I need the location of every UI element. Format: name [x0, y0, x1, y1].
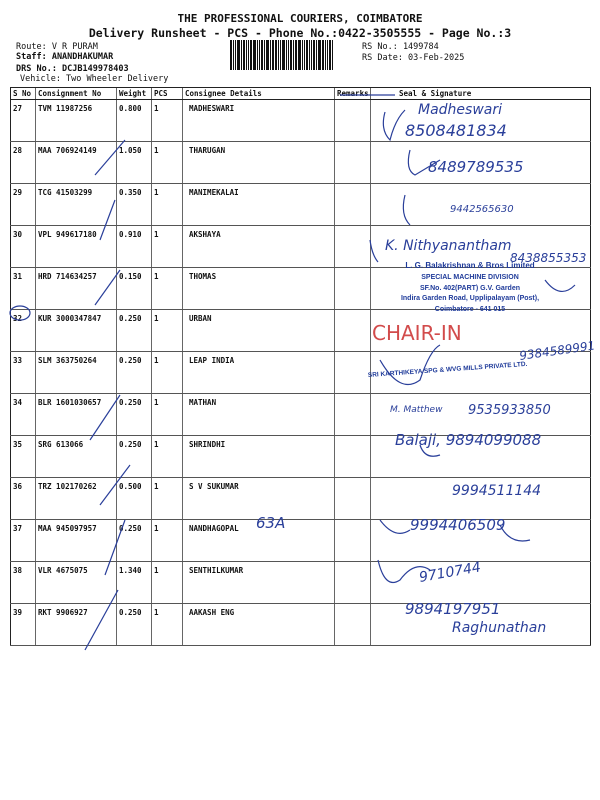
remarks-cell	[335, 352, 371, 394]
table-row	[11, 142, 591, 184]
pcs-cell: 1	[152, 268, 183, 310]
weight-cell: 0.350	[117, 184, 152, 226]
hw-r33-phone: 9384589991	[518, 338, 597, 363]
pcs-cell: 1	[152, 310, 183, 352]
signature-cell	[371, 604, 591, 646]
company-title: THE PROFESSIONAL COURIERS, COIMBATORE	[177, 12, 423, 25]
sno-cell: 35	[11, 436, 36, 478]
rs-number: RS No.: 1499784	[362, 42, 439, 52]
staff-text: Staff: ANANDHAKUMAR	[16, 52, 114, 62]
weight-cell: 0.250	[117, 352, 152, 394]
hw-r39-phone: 9894197951	[405, 600, 501, 618]
barcode	[230, 40, 354, 70]
weight-cell: 0.250	[117, 520, 152, 562]
col-remarks: Remarks	[335, 88, 371, 100]
remarks-cell	[335, 478, 371, 520]
remarks-cell	[335, 100, 371, 142]
hw-r32-red: CHAIR-IN	[372, 321, 462, 345]
remarks-cell	[335, 394, 371, 436]
runsheet-table	[10, 87, 591, 646]
col-consignment: Consignment No	[36, 88, 117, 100]
sno-cell: 29	[11, 184, 36, 226]
sno-cell: 31	[11, 268, 36, 310]
signature-cell	[371, 478, 591, 520]
weight-cell: 0.910	[117, 226, 152, 268]
weight-cell: 1.340	[117, 562, 152, 604]
signature-cell	[371, 436, 591, 478]
consignment-cell: RKT 9906927	[36, 604, 117, 646]
stamp2: SRI KARTHIKEYA SPG & WVG MILLS PRIVATE LTD.	[367, 360, 528, 379]
table-row	[11, 436, 591, 478]
hw-r28-phone: 8489789535	[428, 158, 524, 176]
table-header-row	[11, 88, 591, 100]
signature-cell	[371, 268, 591, 310]
pcs-cell: 1	[152, 100, 183, 142]
weight-cell: 1.050	[117, 142, 152, 184]
consignee-cell: MATHAN	[183, 394, 335, 436]
consignee-cell: THARUGAN	[183, 142, 335, 184]
drs-text: DRS No.: DCJB149978403	[16, 64, 129, 74]
weight-cell: 0.250	[117, 394, 152, 436]
remarks-cell	[335, 142, 371, 184]
pcs-cell: 1	[152, 562, 183, 604]
hw-r27-name: Madheswari	[418, 102, 502, 118]
consignment-cell: KUR 3000347847	[36, 310, 117, 352]
stamp1-line3: SF.No. 402(PART) G.V. Garden	[420, 285, 520, 292]
hw-r34-phone: 9535933850	[468, 403, 551, 418]
stamp1-line2: SPECIAL MACHINE DIVISION	[421, 274, 519, 281]
consignee-cell: THOMAS	[183, 268, 335, 310]
consignment-cell: TRZ 102170262	[36, 478, 117, 520]
pcs-cell: 1	[152, 520, 183, 562]
consignment-cell: TVM 11987256	[36, 100, 117, 142]
sno-cell: 32	[11, 310, 36, 352]
pcs-cell: 1	[152, 352, 183, 394]
consignment-cell: MAA 945097957	[36, 520, 117, 562]
sno-cell: 27	[11, 100, 36, 142]
consignee-cell: LEAP INDIA	[183, 352, 335, 394]
pcs-cell: 1	[152, 226, 183, 268]
table-row	[11, 310, 591, 352]
consignment-cell: VPL 949617180	[36, 226, 117, 268]
consignment-cell: MAA 706924149	[36, 142, 117, 184]
consignee-cell: MADHESWARI	[183, 100, 335, 142]
runsheet-subtitle: Delivery Runsheet - PCS - Phone No.:0422-3505555 - Page No.:3	[88, 26, 512, 40]
signature-cell	[371, 394, 591, 436]
hw-r30-phone: 8438855353	[510, 251, 587, 265]
pcs-cell: 1	[152, 142, 183, 184]
consignee-cell: SHRINDHI	[183, 436, 335, 478]
remarks-cell	[335, 184, 371, 226]
weight-cell: 0.800	[117, 100, 152, 142]
table-row	[11, 478, 591, 520]
consignee-cell: SENTHILKUMAR	[183, 562, 335, 604]
col-weight: Weight	[117, 88, 152, 100]
hw-r34-name: M. Matthew	[390, 405, 443, 415]
consignment-cell: VLR 4675075	[36, 562, 117, 604]
table-row	[11, 520, 591, 562]
remarks-cell	[335, 226, 371, 268]
signature-cell	[371, 352, 591, 394]
hw-r30-name: K. Nithyanantham	[385, 238, 512, 254]
col-consignee: Consignee Details	[183, 88, 335, 100]
weight-cell: 0.150	[117, 268, 152, 310]
pcs-cell: 1	[152, 478, 183, 520]
remarks-cell	[335, 268, 371, 310]
sno-cell: 39	[11, 604, 36, 646]
stamp1-line4: Indira Garden Road, Upplipalayam (Post),	[400, 295, 540, 302]
signature-cell	[371, 562, 591, 604]
consignee-cell: AKSHAYA	[183, 226, 335, 268]
pcs-cell: 1	[152, 184, 183, 226]
consignment-cell: TCG 41503299	[36, 184, 117, 226]
remarks-cell	[335, 436, 371, 478]
signature-cell	[371, 184, 591, 226]
weight-cell: 0.250	[117, 436, 152, 478]
signature-cell	[371, 310, 591, 352]
hw-r38-phone: 9710744	[417, 559, 483, 586]
col-pcs: PCS	[152, 88, 183, 100]
consignment-cell: SRG 613066	[36, 436, 117, 478]
sno-cell: 36	[11, 478, 36, 520]
hw-r29-phone: 9442565630	[450, 204, 514, 215]
col-signature: Seal & Signature	[371, 88, 591, 100]
staff-label	[16, 52, 113, 62]
weight-cell: 0.500	[117, 478, 152, 520]
table-row	[11, 226, 591, 268]
rs-date: RS Date: 03-Feb-2025	[362, 53, 465, 63]
stamp1-line5: Coimbatore - 641 015	[434, 306, 506, 313]
sno-cell: 28	[11, 142, 36, 184]
hw-r39-name: Raghunathan	[452, 620, 547, 636]
table-row	[11, 394, 591, 436]
weight-cell: 0.250	[117, 310, 152, 352]
table-row	[11, 562, 591, 604]
consignee-cell: URBAN	[183, 310, 335, 352]
table-row	[11, 184, 591, 226]
remarks-cell	[335, 310, 371, 352]
consignee-cell: MANIMEKALAI	[183, 184, 335, 226]
hw-r35-text: Balaji, 9894099088	[395, 431, 542, 449]
hw-r37-phone: 9994406509	[410, 516, 506, 534]
vehicle-label: Vehicle: Two Wheeler Delivery	[20, 74, 169, 84]
remarks-cell	[335, 520, 371, 562]
hw-r27-phone: 8508481834	[405, 121, 507, 140]
signature-cell	[371, 226, 591, 268]
consignment-cell: SLM 363750264	[36, 352, 117, 394]
stamp1-line1: L. G. Balakrishnan & Bros Limited	[405, 261, 535, 270]
consignee-cell: NANDHAGOPAL	[183, 520, 335, 562]
remarks-cell	[335, 604, 371, 646]
sno-cell: 37	[11, 520, 36, 562]
route-label: Route: V R PURAM	[16, 42, 98, 52]
table-row	[11, 100, 591, 142]
signature-cell	[371, 100, 591, 142]
consignment-cell: HRD 714634257	[36, 268, 117, 310]
hw-r37-note: 63A	[256, 514, 286, 532]
hw-r36-phone: 9994511144	[452, 483, 542, 499]
remarks-cell	[335, 562, 371, 604]
sno-cell: 38	[11, 562, 36, 604]
consignee-cell: S V SUKUMAR	[183, 478, 335, 520]
drs-label	[16, 64, 129, 74]
consignee-cell: AAKASH ENG	[183, 604, 335, 646]
pcs-cell: 1	[152, 604, 183, 646]
sno-cell: 34	[11, 394, 36, 436]
signature-cell	[371, 142, 591, 184]
table-row	[11, 268, 591, 310]
table-row	[11, 352, 591, 394]
sno-cell: 30	[11, 226, 36, 268]
col-sno: S No	[11, 88, 36, 100]
weight-cell: 0.250	[117, 604, 152, 646]
table-row	[11, 604, 591, 646]
pcs-cell: 1	[152, 394, 183, 436]
sno-cell: 33	[11, 352, 36, 394]
pcs-cell: 1	[152, 436, 183, 478]
signature-cell	[371, 520, 591, 562]
consignment-cell: BLR 1601030657	[36, 394, 117, 436]
